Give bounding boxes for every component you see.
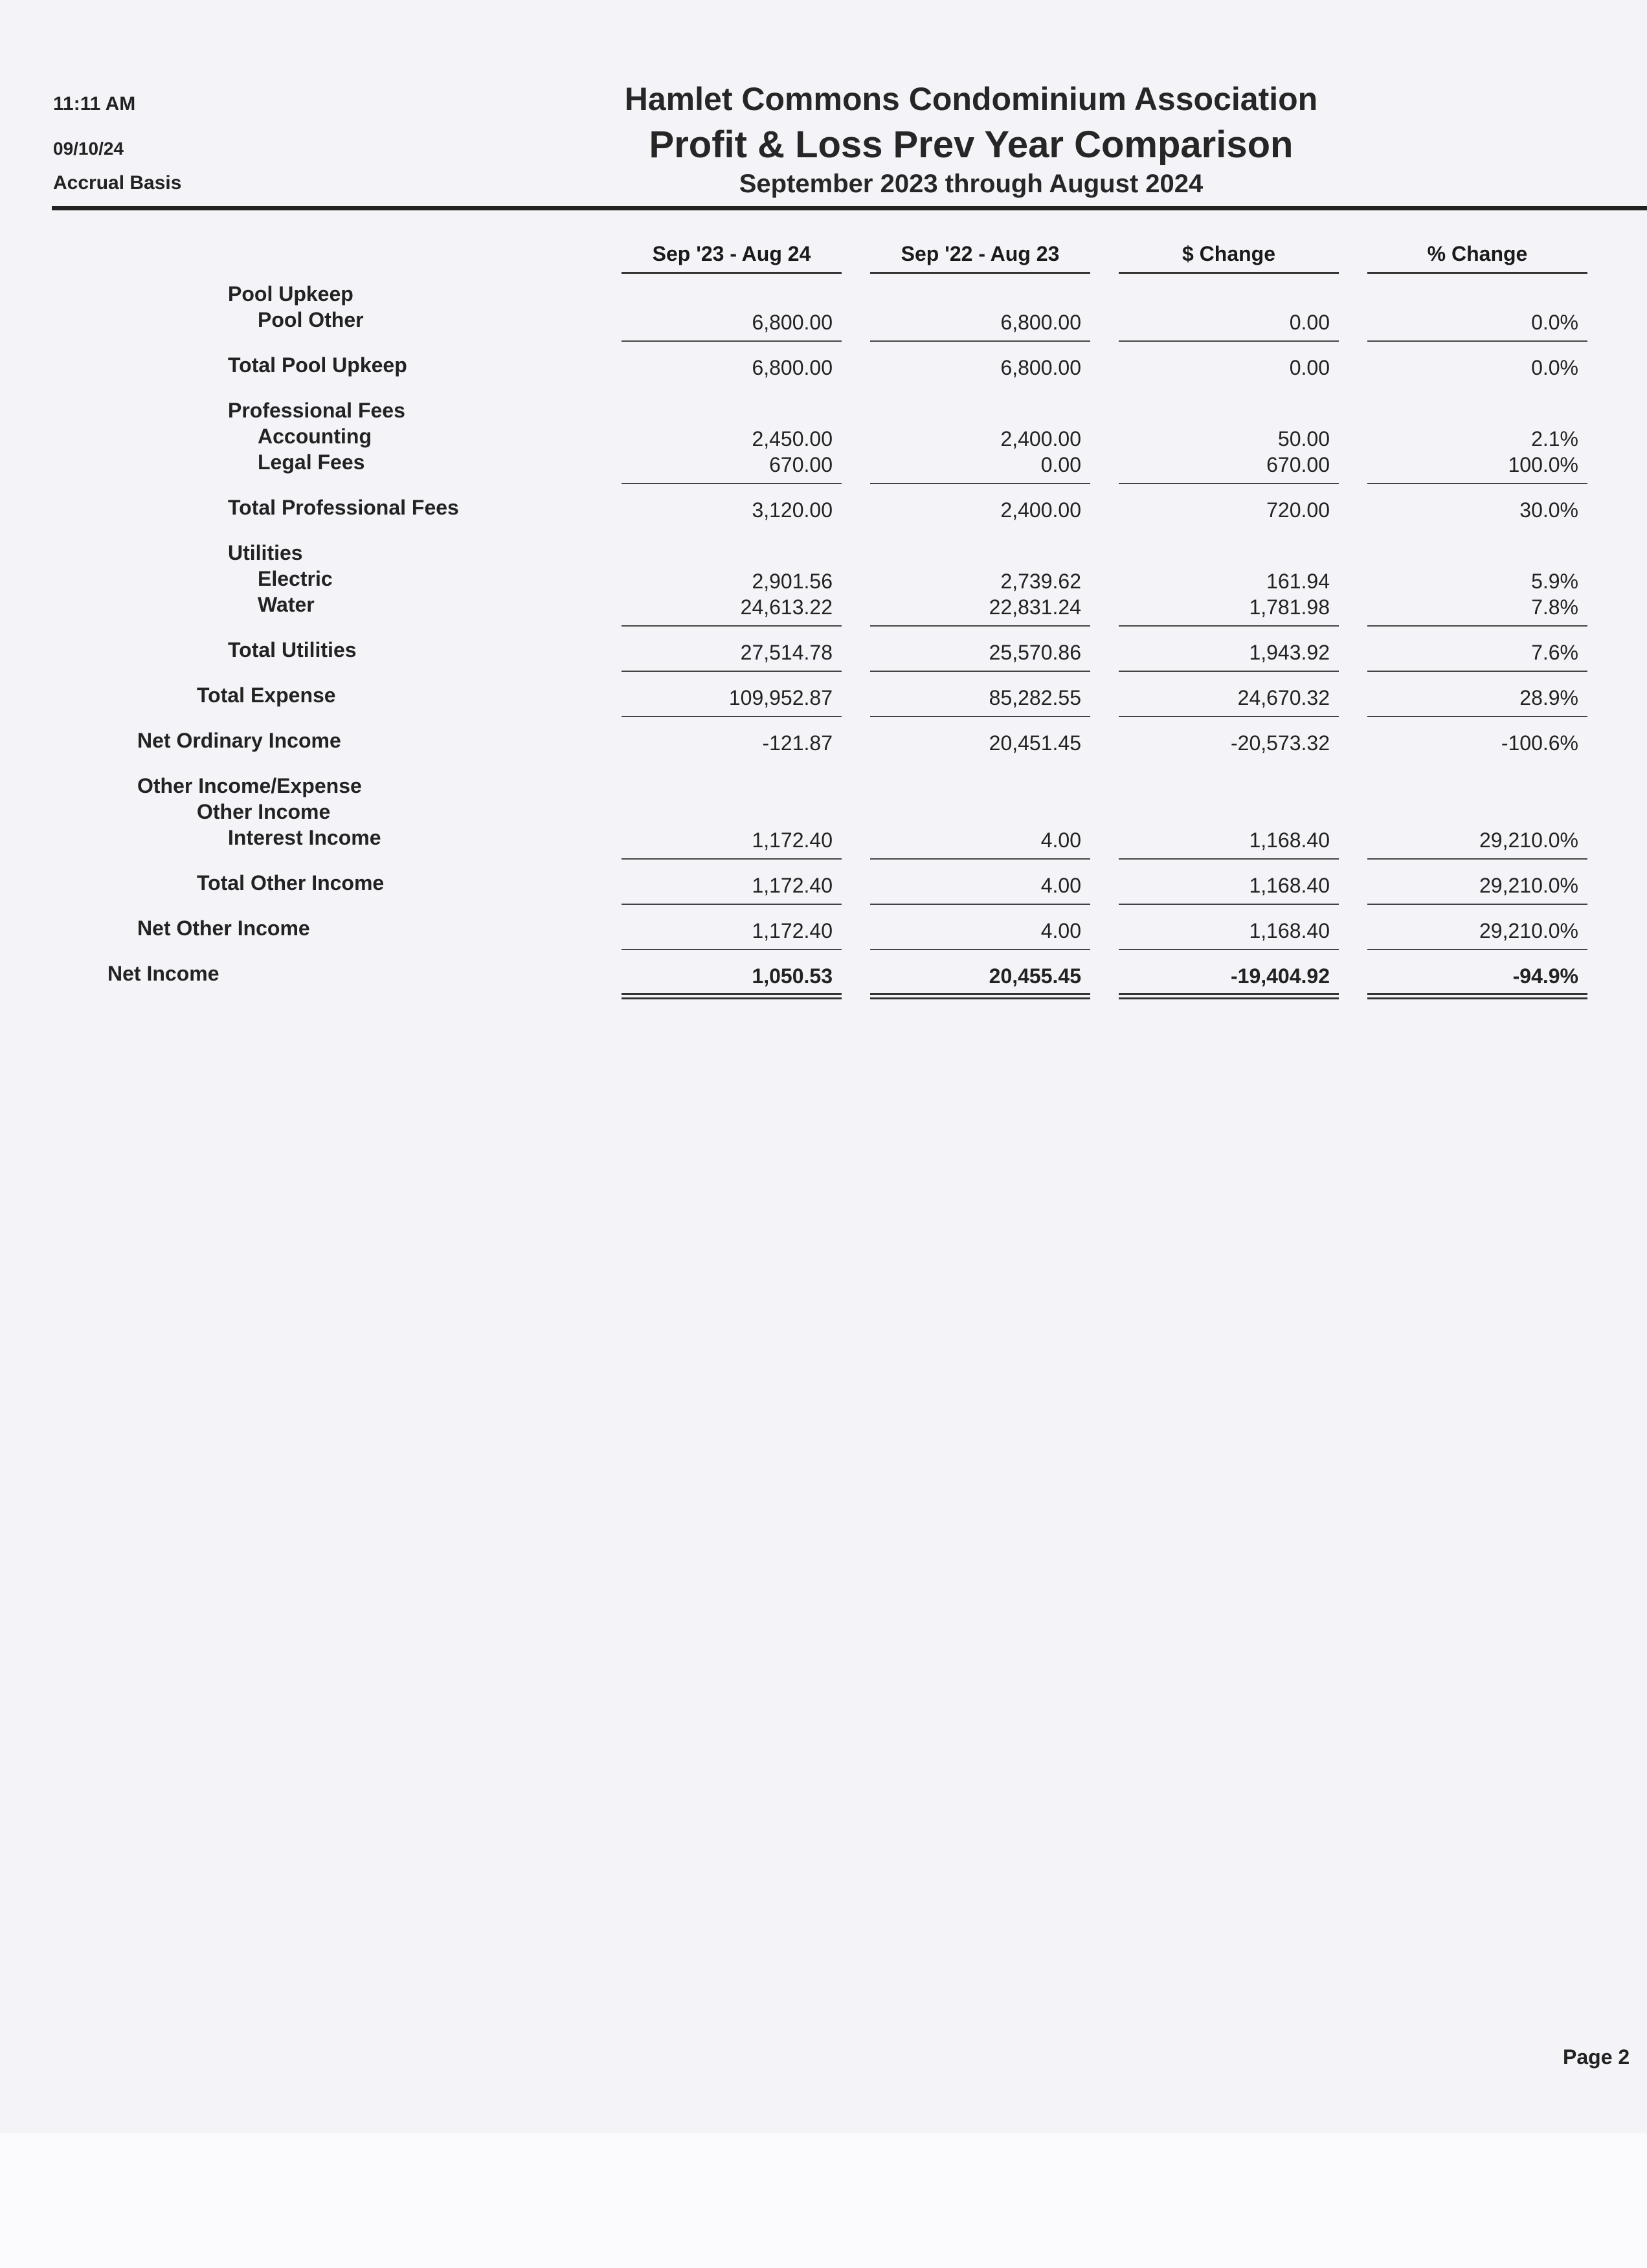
row-value: 100.0% xyxy=(1508,453,1578,476)
col-current-period: Sep '23 - Aug 24 xyxy=(622,239,842,274)
row-label: Water xyxy=(258,593,315,616)
row-value: 1,172.40 xyxy=(752,874,833,897)
row-label: Legal Fees xyxy=(258,450,365,474)
row-value: 4.00 xyxy=(1040,919,1081,942)
row-label: Other Income/Expense xyxy=(137,774,362,797)
total-underline xyxy=(1119,949,1339,950)
row-label: Total Professional Fees xyxy=(228,496,459,519)
total-underline xyxy=(1367,904,1587,905)
total-underline xyxy=(870,483,1090,484)
total-underline xyxy=(622,671,842,672)
col-percent-change: % Change xyxy=(1367,239,1587,274)
row-value: 1,172.40 xyxy=(752,919,833,942)
row-value: 24,613.22 xyxy=(740,595,833,619)
total-underline xyxy=(622,904,842,905)
row-value: 1,168.40 xyxy=(1249,919,1330,942)
row-label: Professional Fees xyxy=(228,399,405,422)
row-value: 1,050.53 xyxy=(752,964,833,988)
total-underline xyxy=(622,716,842,717)
total-underline xyxy=(1119,483,1339,484)
row-value: -20,573.32 xyxy=(1230,731,1330,755)
row-value: 6,800.00 xyxy=(752,311,833,334)
total-underline xyxy=(622,483,842,484)
total-underline xyxy=(1367,858,1587,860)
row-value: 20,451.45 xyxy=(989,731,1081,755)
total-underline xyxy=(870,716,1090,717)
row-value: 0.0% xyxy=(1531,356,1578,379)
row-value: 161.94 xyxy=(1266,570,1330,593)
row-value: 720.00 xyxy=(1266,498,1330,522)
total-underline xyxy=(870,671,1090,672)
grand-total-double-underline xyxy=(622,993,842,999)
row-value: 2,901.56 xyxy=(752,570,833,593)
total-underline xyxy=(1367,340,1587,342)
row-value: 1,781.98 xyxy=(1249,595,1330,619)
total-underline xyxy=(870,858,1090,860)
row-value: 7.6% xyxy=(1531,641,1578,664)
row-label: Net Income xyxy=(107,962,219,985)
row-label: Pool Upkeep xyxy=(228,282,353,306)
total-underline xyxy=(870,904,1090,905)
total-underline xyxy=(1367,671,1587,672)
total-underline xyxy=(1367,716,1587,717)
row-value: 6,800.00 xyxy=(1000,311,1081,334)
row-value: 20,455.45 xyxy=(989,964,1081,988)
row-value: 7.8% xyxy=(1531,595,1578,619)
row-label: Total Utilities xyxy=(228,638,357,662)
row-value: 2,739.62 xyxy=(1000,570,1081,593)
row-value: 670.00 xyxy=(1266,453,1330,476)
total-underline xyxy=(1119,858,1339,860)
total-underline xyxy=(1119,625,1339,627)
total-underline xyxy=(1119,904,1339,905)
row-value: 109,952.87 xyxy=(728,686,833,709)
grand-total-double-underline xyxy=(1367,993,1587,999)
row-value: 4.00 xyxy=(1040,874,1081,897)
grand-total-double-underline xyxy=(870,993,1090,999)
row-label: Utilities xyxy=(228,541,303,564)
row-value: 50.00 xyxy=(1277,427,1330,450)
total-underline xyxy=(1367,949,1587,950)
row-label: Net Ordinary Income xyxy=(137,729,341,752)
row-value: 5.9% xyxy=(1531,570,1578,593)
report-basis: Accrual Basis xyxy=(53,172,182,194)
report-title: Profit & Loss Prev Year Comparison xyxy=(649,124,1294,166)
row-label: Net Other Income xyxy=(137,917,310,940)
row-value: 27,514.78 xyxy=(740,641,833,664)
total-underline xyxy=(622,625,842,627)
row-value: 6,800.00 xyxy=(752,356,833,379)
row-value: 0.00 xyxy=(1040,453,1081,476)
total-underline xyxy=(870,625,1090,627)
row-label: Total Expense xyxy=(197,684,336,707)
total-underline xyxy=(622,949,842,950)
row-value: 670.00 xyxy=(769,453,833,476)
row-value: 29,210.0% xyxy=(1479,828,1578,852)
row-value: 1,168.40 xyxy=(1249,828,1330,852)
row-value: -100.6% xyxy=(1501,731,1578,755)
row-value: 3,120.00 xyxy=(752,498,833,522)
col-prior-period: Sep '22 - Aug 23 xyxy=(870,239,1090,274)
row-value: 0.00 xyxy=(1289,356,1330,379)
report-period: September 2023 through August 2024 xyxy=(739,170,1204,198)
row-value: 2.1% xyxy=(1531,427,1578,450)
row-value: 1,168.40 xyxy=(1249,874,1330,897)
row-label: Total Other Income xyxy=(197,871,385,895)
row-value: 29,210.0% xyxy=(1479,874,1578,897)
row-value: -94.9% xyxy=(1512,964,1578,988)
grand-total-double-underline xyxy=(1119,993,1339,999)
total-underline xyxy=(622,858,842,860)
row-value: -121.87 xyxy=(762,731,833,755)
page-number: Page 2 xyxy=(1563,2045,1630,2069)
total-underline xyxy=(622,340,842,342)
row-value: 4.00 xyxy=(1040,828,1081,852)
row-value: 24,670.32 xyxy=(1237,686,1330,709)
row-value: 0.0% xyxy=(1531,311,1578,334)
report-date: 09/10/24 xyxy=(53,139,124,159)
row-value: 22,831.24 xyxy=(989,595,1081,619)
row-value: 85,282.55 xyxy=(989,686,1081,709)
header-rule xyxy=(52,206,1647,210)
row-value: 1,943.92 xyxy=(1249,641,1330,664)
total-underline xyxy=(1367,483,1587,484)
row-label: Accounting xyxy=(258,425,372,448)
row-label: Electric xyxy=(258,567,333,590)
row-label: Other Income xyxy=(197,800,331,823)
row-value: 2,400.00 xyxy=(1000,427,1081,450)
row-label: Interest Income xyxy=(228,826,381,849)
total-underline xyxy=(870,949,1090,950)
total-underline xyxy=(870,340,1090,342)
row-value: 0.00 xyxy=(1289,311,1330,334)
col-dollar-change: $ Change xyxy=(1119,239,1339,274)
row-value: 25,570.86 xyxy=(989,641,1081,664)
total-underline xyxy=(1119,671,1339,672)
total-underline xyxy=(1119,340,1339,342)
row-value: 29,210.0% xyxy=(1479,919,1578,942)
row-value: 1,172.40 xyxy=(752,828,833,852)
row-value: -19,404.92 xyxy=(1230,964,1330,988)
row-value: 2,450.00 xyxy=(752,427,833,450)
row-value: 28.9% xyxy=(1519,686,1578,709)
row-value: 2,400.00 xyxy=(1000,498,1081,522)
row-value: 30.0% xyxy=(1519,498,1578,522)
total-underline xyxy=(1367,625,1587,627)
row-value: 6,800.00 xyxy=(1000,356,1081,379)
report-time: 11:11 AM xyxy=(53,93,136,115)
row-label: Total Pool Upkeep xyxy=(228,353,407,377)
total-underline xyxy=(1119,716,1339,717)
row-label: Pool Other xyxy=(258,308,364,331)
company-name: Hamlet Commons Condominium Association xyxy=(624,81,1318,117)
